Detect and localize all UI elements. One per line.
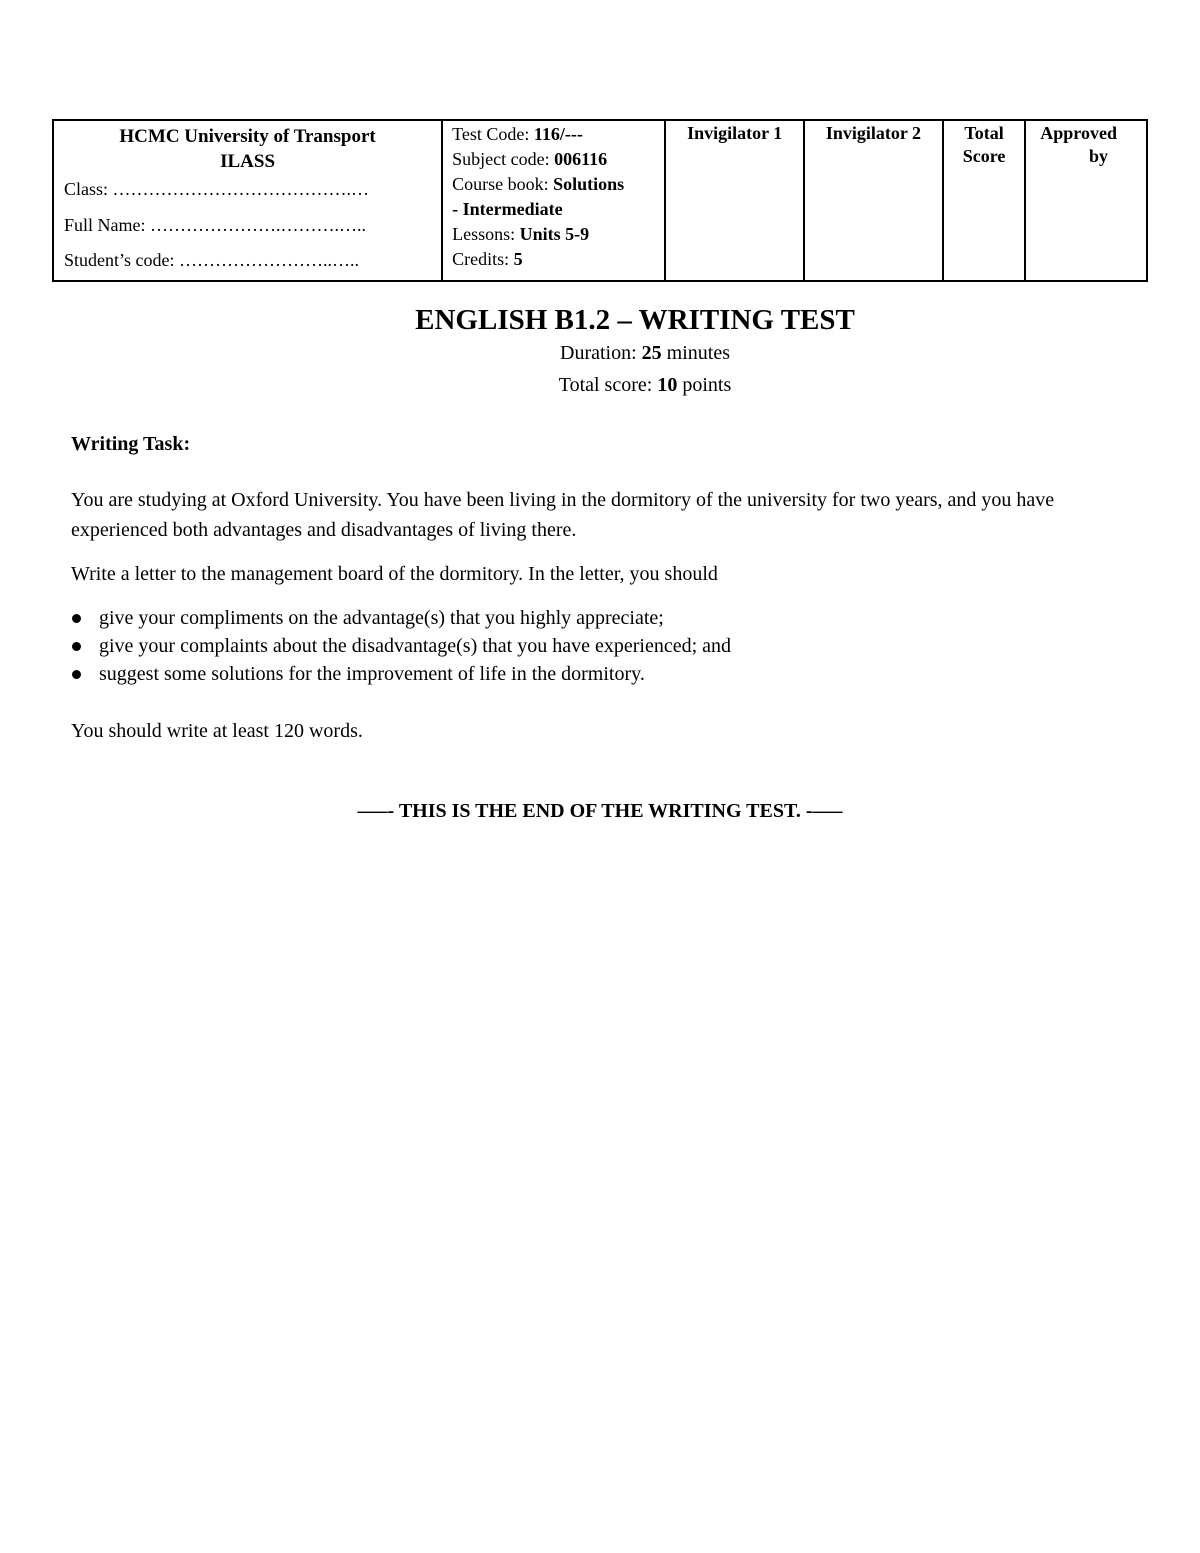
credits: Credits: 5 xyxy=(452,249,523,269)
total-score-label: Total Score xyxy=(962,123,1006,166)
list-item: give your complaints about the disadvantage(s) that you have experienced; and xyxy=(71,632,731,660)
test-title: ENGLISH B1.2 – WRITING TEST xyxy=(415,304,855,336)
bullet-icon xyxy=(72,670,81,679)
list-item: give your compliments on the advantage(s) that you highly appreciate; xyxy=(71,604,731,632)
exam-header-table xyxy=(52,119,1148,282)
approved-by-label: Approved by xyxy=(1040,123,1117,166)
task-bullet-list xyxy=(71,604,731,688)
subject-code: Subject code: 006116 xyxy=(452,149,608,169)
test-code: Test Code: 116/--- xyxy=(452,124,583,144)
end-of-test-note: –––- THIS IS THE END OF THE WRITING TEST. -––– xyxy=(357,800,843,822)
full-name-field[interactable]: Full Name: ………………….……….….. xyxy=(64,215,366,235)
total-score-cell[interactable] xyxy=(943,120,1025,281)
invigilator-2-cell[interactable] xyxy=(804,120,943,281)
test-info-cell xyxy=(442,120,665,281)
list-item: suggest some solutions for the improvement of life in the dormitory. xyxy=(71,660,731,688)
total-score-line: Total score: 10 points xyxy=(558,374,732,396)
university-label: HCMC University of Transport xyxy=(119,126,376,147)
invigilator-1-cell[interactable] xyxy=(665,120,804,281)
task-paragraph-3: You should write at least 120 words. xyxy=(71,720,363,742)
bullet-icon xyxy=(72,614,81,623)
writing-task-heading: Writing Task: xyxy=(71,433,191,455)
student-info-cell xyxy=(53,120,442,281)
invigilator-2-label: Invigilator 2 xyxy=(825,123,922,143)
class-field[interactable]: Class: ………………………………….… xyxy=(64,179,370,199)
university-name xyxy=(54,124,441,174)
approved-by-cell[interactable] xyxy=(1025,120,1147,281)
invigilator-1-label: Invigilator 1 xyxy=(687,123,783,143)
bullet-icon xyxy=(72,642,81,651)
duration-line: Duration: 25 minutes xyxy=(560,342,730,364)
course-book-continued: - Intermediate xyxy=(452,199,563,219)
institute-label: ILASS xyxy=(220,151,276,172)
task-paragraph-2: Write a letter to the management board of the dormitory. In the letter, you should xyxy=(71,563,718,585)
course-book: Course book: Solutions xyxy=(452,174,625,194)
student-code-field[interactable]: Student’s code: ……………………..….. xyxy=(64,250,359,270)
task-paragraph-1: You are studying at Oxford University. You have been living in the dormitory of the university for two years, and you have experienced both advantages and disadvantages of living there. xyxy=(71,489,1055,541)
lessons: Lessons: Units 5-9 xyxy=(452,224,590,244)
